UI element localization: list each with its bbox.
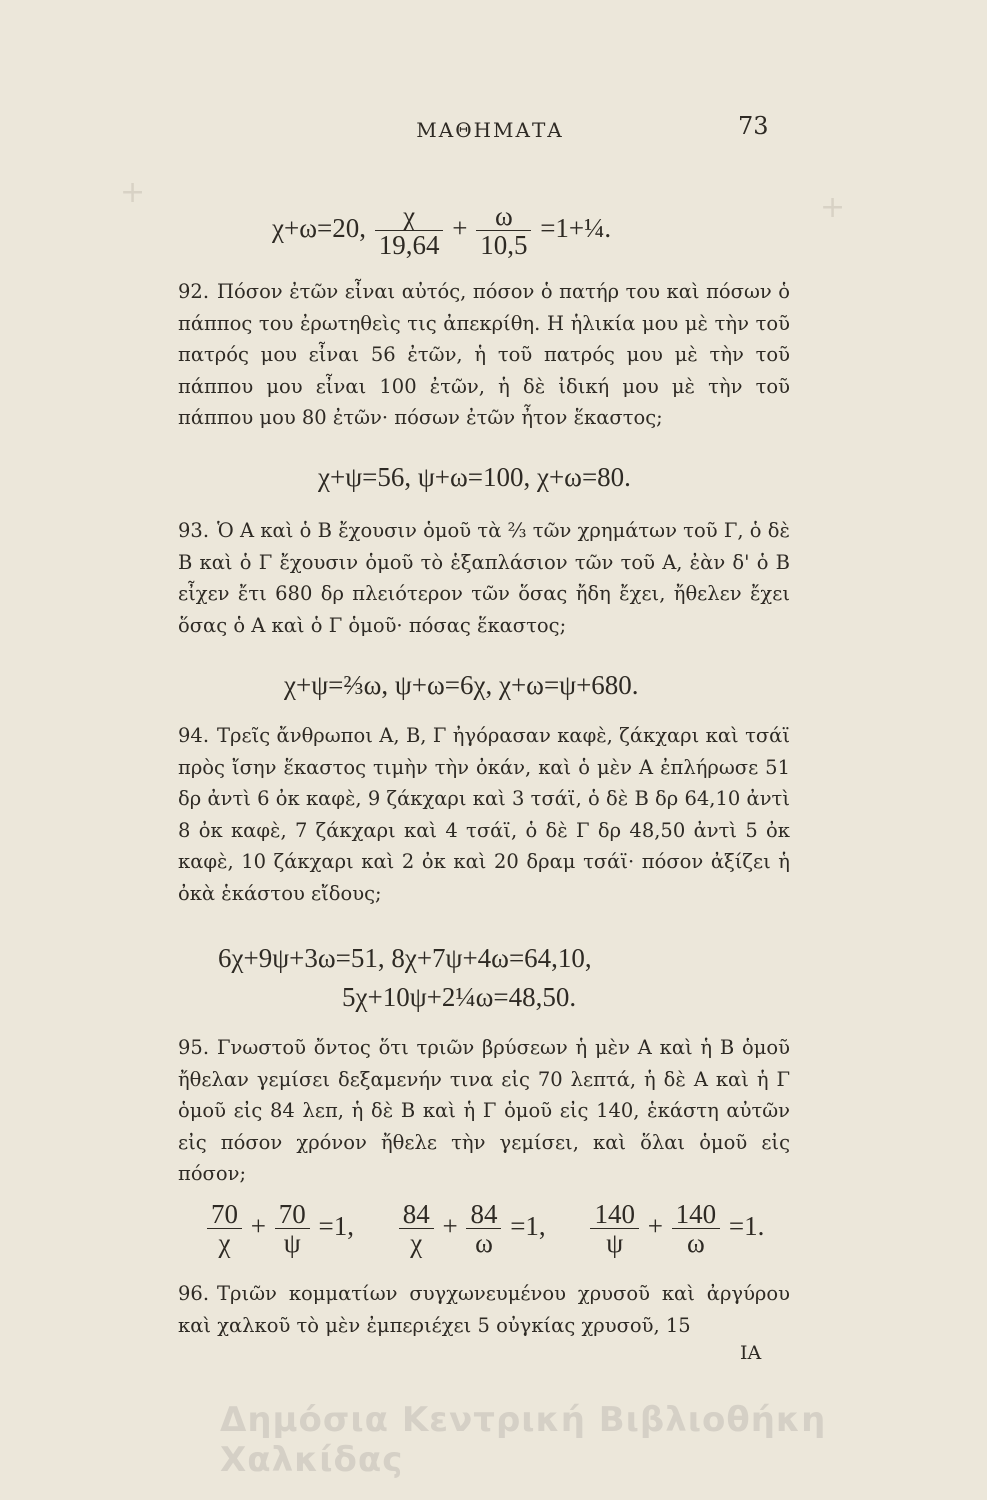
equation-93: χ+ψ=⅔ω, ψ+ω=6χ, χ+ω=ψ+680. [284, 670, 639, 700]
fraction: $\frac{84}{\omega}$ [466, 1200, 501, 1258]
faint-cross-mark: + [820, 190, 846, 225]
fraction: $\frac{\omega}{10,5}$ [476, 202, 531, 260]
problem-96 [178, 1278, 790, 1341]
page-number: 73 [738, 112, 769, 140]
equation-95: $\frac{70}{\chi}$ + $\frac{70}{\psi}$ =1, $\frac{84}{\chi}$ + $\frac{84}{\omega}$ =1, $\frac{140}{\psi}$ + $\frac{140}{\omega}$ =1. [205, 1200, 764, 1258]
faint-cross-mark: + [120, 175, 146, 210]
problem-94 [178, 720, 790, 909]
fraction: $\frac{\chi}{19,64}$ [375, 202, 444, 260]
running-header: ΜΑΘΗΜΑΤΑ [416, 118, 564, 142]
problem-text: Γνωστοῦ ὄντος ὅτι τριῶν βρύσεων ἡ μὲν Α καὶ ἡ Β ὁμοῦ ἤθελαν γεμίσει δεξαμενήν τινα εἰς 70 λεπτά, ἡ δὲ Α καὶ ἡ Γ ὁμοῦ εἰς 84 λεπ, ἡ δὲ Β καὶ ἡ Γ ὁμοῦ εἰς 140, ἑκάστη αὐτῶν εἰς πόσον χρόνον ἤθελε τὴν γεμίσει, καὶ ὅλαι ὁμοῦ εἰς πόσον; [178, 1036, 790, 1185]
problem-text: Τρεῖς ἄνθρωποι Α, Β, Γ ἠγόρασαν καφὲ, ζάκχαρι καὶ τσάϊ πρὸς ἴσην ἕκαστος τιμὴν τὴν ὀκάν, καὶ ὁ μὲν Α ἐπλήρωσε 51 δρ ἀντὶ 6 ὀκ καφὲ, 9 ζάκχαρι καὶ 3 τσάϊ, ὁ δὲ Β δρ 64,10 ἀντὶ 8 ὀκ καφὲ, 7 ζάκχαρι καὶ 4 τσάϊ, ὁ δὲ Γ δρ 48,50 ἀντὶ 5 ὀκ καφὲ, 10 ζάκχαρι καὶ 2 ὀκ καὶ 20 δραμ τσάϊ· πόσον ἀξίζει ἡ ὀκὰ ἑκάστου εἴδους; [178, 724, 790, 905]
problem-number: 93. [178, 519, 210, 542]
fraction: $\frac{84}{\chi}$ [399, 1200, 434, 1258]
problem-text: Ὁ Α καὶ ὁ Β ἔχουσιν ὁμοῦ τὰ ⅔ τῶν χρημάτων τοῦ Γ, ὁ δὲ Β καὶ ὁ Γ ἔχουσιν ὁμοῦ τὸ ἑξαπλάσιον τῶν τοῦ Α, ἐὰν δ' ὁ Β εἶχεν ἔτι 680 δρ πλειότερον τῶν ὅσας ἤδη ἔχει, ἤθελεν ἔχει ὅσας ὁ Α καὶ ὁ Γ ὁμοῦ· πόσας ἕκαστος; [178, 519, 790, 637]
equation-94-line2: 5χ+10ψ+2¼ω=48,50. [342, 982, 577, 1012]
equation-94-line1: 6χ+9ψ+3ω=51, 8χ+7ψ+4ω=64,10, [218, 943, 592, 973]
problem-92 [178, 276, 790, 434]
fraction: $\frac{70}{\chi}$ [207, 1200, 242, 1258]
problem-number: 94. [178, 724, 210, 747]
equation-part: χ+ω=20, [272, 213, 366, 244]
signature-mark: ΙΑ [740, 1342, 762, 1364]
problem-93 [178, 515, 790, 641]
equation-part: =1+¼. [540, 213, 612, 244]
fraction: $\frac{140}{\psi}$ [590, 1200, 639, 1258]
fraction: $\frac{140}{\omega}$ [672, 1200, 721, 1258]
fraction: $\frac{70}{\psi}$ [275, 1200, 310, 1258]
problem-number: 92. [178, 280, 210, 303]
equation-top: χ+ω=20, $\frac{\chi}{19,64}$ + $\frac{\omega}{10,5}$ =1+¼. [272, 201, 612, 261]
problem-text: Πόσον ἐτῶν εἶναι αὐτός, πόσον ὁ πατήρ του καὶ πόσων ὁ πάππος του ἐρωτηθεὶς τις ἀπεκρίθη. Η ἡλικία μου μὲ τὴν τοῦ πατρός μου εἶναι 56 ἐτῶν, ἡ τοῦ πατρός μου μὲ τὴν τοῦ πάππου μου εἶναι 100 ἐτῶν, ἡ δὲ ἰδική μου μὲ τὴν τοῦ πάππου μου 80 ἐτῶν· πόσων ἐτῶν ἦτον ἕκαστος; [178, 280, 790, 429]
problem-95 [178, 1032, 790, 1190]
problem-number: 95. [178, 1036, 210, 1059]
problem-number: 96. [178, 1282, 210, 1305]
library-watermark: Δημόσια Κεντρική Βιβλιοθήκη Χαλκίδας [220, 1400, 827, 1480]
problem-text: Τριῶν κομματίων συγχωνευμένου χρυσοῦ καὶ ἀργύρου καὶ χαλκοῦ τὸ μὲν ἐμπεριέχει 5 οὐγκίας χρυσοῦ, 15 [178, 1282, 790, 1337]
equation-92: χ+ψ=56, ψ+ω=100, χ+ω=80. [318, 462, 631, 492]
